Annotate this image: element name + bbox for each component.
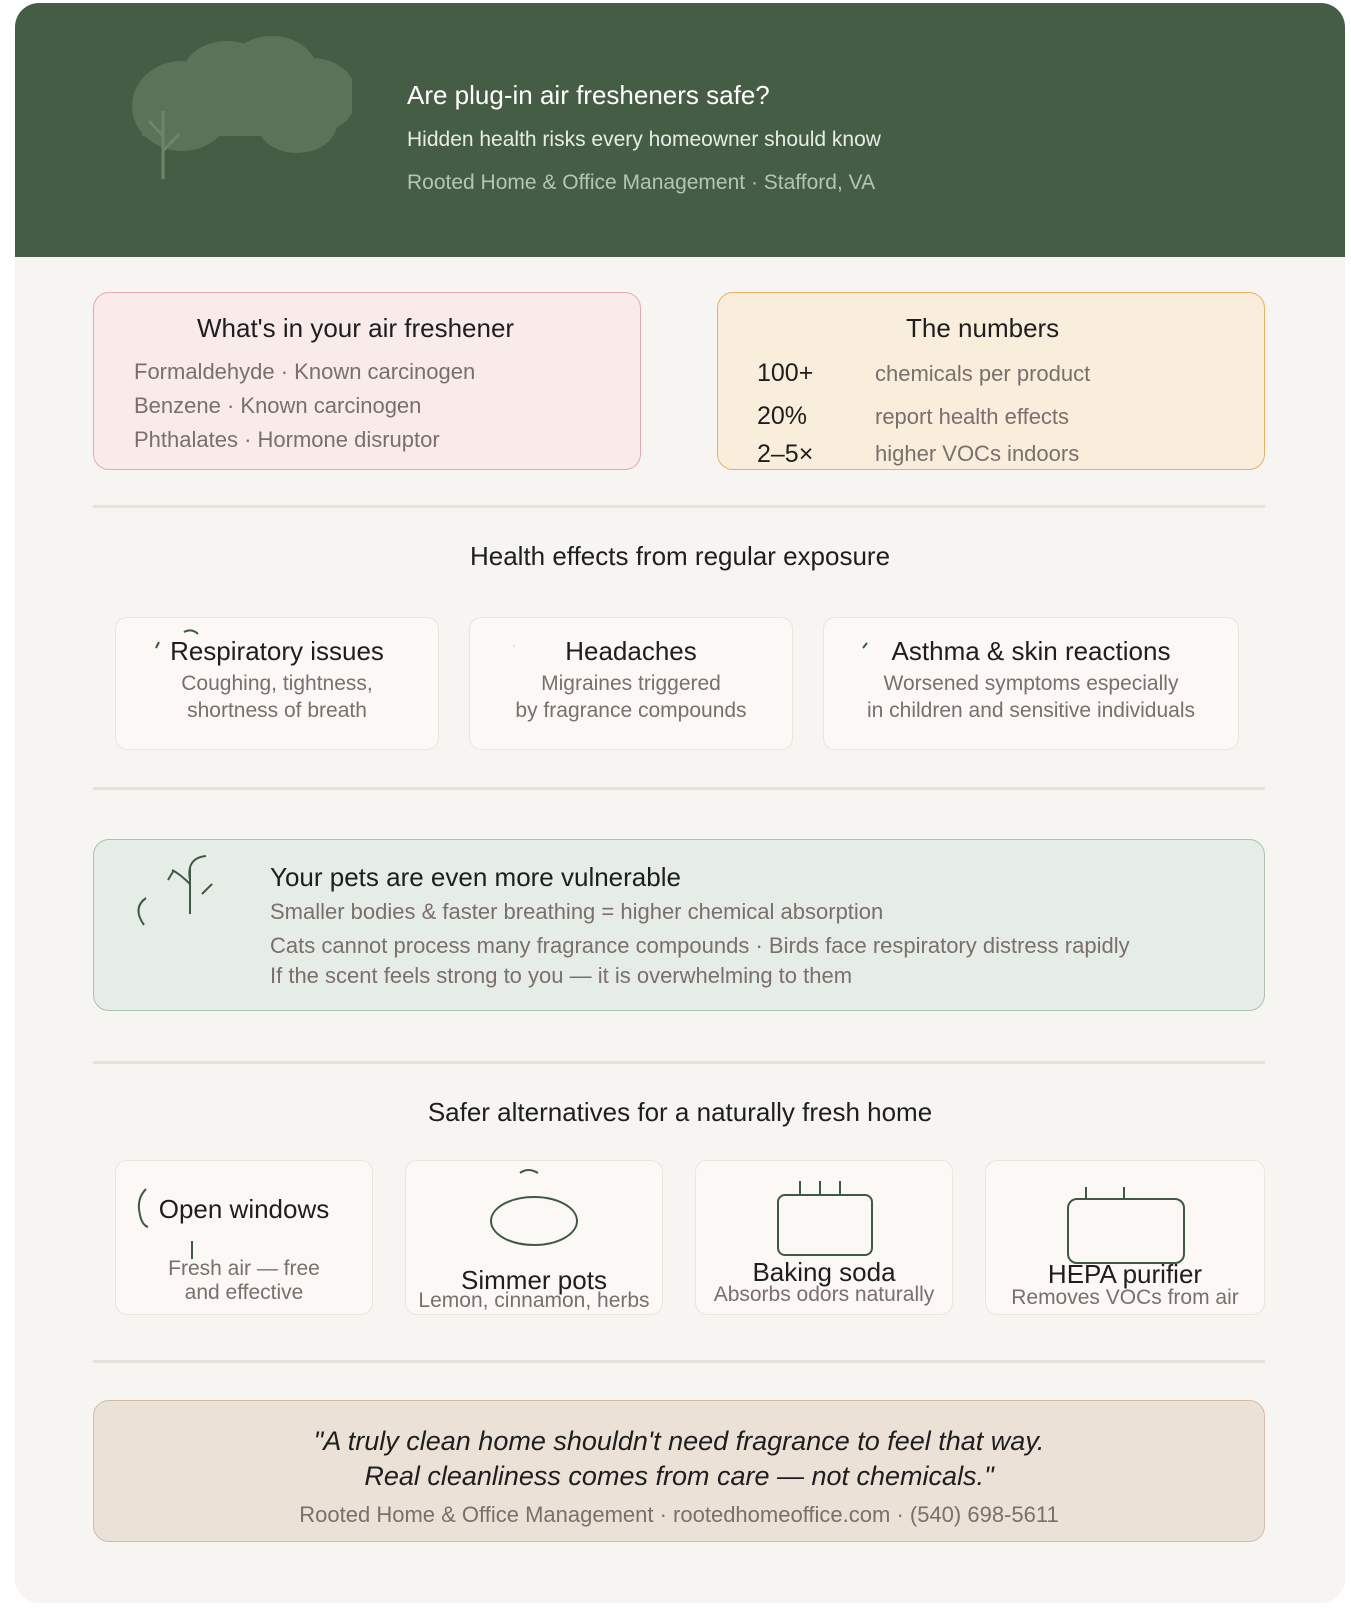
effect-card-asthma: [823, 617, 1239, 750]
alt-card-baking-soda: [695, 1160, 953, 1315]
stat-value: 20%: [757, 402, 808, 430]
divider: [93, 1360, 1265, 1363]
alt-card-hepa-purifier: [985, 1160, 1265, 1315]
stat-label: chemicals per product: [875, 361, 1091, 386]
effect-desc-line: by fragrance compounds: [515, 699, 747, 722]
quote-card: [93, 1400, 1265, 1542]
alt-title: Baking soda: [752, 1257, 896, 1287]
page-subtitle: Hidden health risks every homeowner should know: [407, 128, 881, 151]
effect-desc: [824, 670, 1238, 724]
alt-desc: [116, 1257, 372, 1305]
numbers-card: [717, 292, 1265, 470]
org-location: Rooted Home & Office Management · Stafford, VA: [407, 171, 876, 194]
stat-label: higher VOCs indoors: [875, 441, 1080, 466]
alternatives-heading: Safer alternatives for a naturally fresh home: [427, 1097, 933, 1127]
alt-desc: Removes VOCs from air: [1011, 1286, 1239, 1309]
pets-card: [93, 839, 1265, 1011]
alt-card-open-windows: [115, 1160, 373, 1315]
effect-title: Asthma & skin reactions: [891, 636, 1171, 666]
ingredients-card: [93, 292, 641, 470]
health-effects-heading: Health effects from regular exposure: [469, 541, 891, 571]
ingredient-item: Formaldehyde · Known carcinogen: [134, 359, 476, 384]
effect-desc-line: Migraines triggered: [541, 672, 721, 695]
ingredient-item: Benzene · Known carcinogen: [134, 393, 422, 418]
divider: [93, 505, 1265, 508]
alt-card-simmer-pots: [405, 1160, 663, 1315]
pets-line: If the scent feels strong to you — it is overwhelming to them: [270, 963, 853, 988]
alt-desc: Lemon, cinnamon, herbs: [418, 1289, 650, 1312]
quote-line: Real cleanliness comes from care — not chemicals.": [364, 1461, 994, 1491]
effect-card-respiratory: [115, 617, 439, 750]
divider: [93, 1061, 1265, 1064]
effect-desc-line: Coughing, tightness,: [181, 672, 373, 695]
effect-desc-line: shortness of breath: [187, 699, 367, 722]
header-banner: [15, 3, 1345, 257]
alt-desc-line: and effective: [184, 1281, 304, 1304]
effect-card-headaches: [469, 617, 793, 750]
pet-icon: [128, 850, 228, 930]
effect-desc-line: Worsened symptoms especially: [883, 672, 1179, 695]
infographic-page: [15, 3, 1345, 1603]
quote-line: "A truly clean home shouldn't need fragrance to feel that way.: [313, 1426, 1045, 1456]
stat-value: 100+: [757, 359, 814, 387]
effect-desc: [116, 670, 438, 724]
page-title: Are plug-in air fresheners safe?: [407, 80, 770, 110]
effect-desc: [470, 670, 792, 724]
pets-title: Your pets are even more vulnerable: [270, 862, 681, 892]
effect-title: Headaches: [565, 636, 697, 666]
stat-value: 2–5×: [757, 440, 814, 468]
alt-title: Open windows: [158, 1194, 330, 1224]
tree-icon: [127, 31, 352, 191]
effect-desc-line: in children and sensitive individuals: [866, 699, 1196, 722]
contact-footer: Rooted Home & Office Management · rootedhomeoffice.com · (540) 698-5611: [299, 1502, 1059, 1527]
alt-title: Simmer pots: [461, 1265, 607, 1295]
ingredient-item: Phthalates · Hormone disruptor: [134, 427, 440, 452]
pets-line: Smaller bodies & faster breathing = higher chemical absorption: [270, 899, 884, 924]
divider: [93, 787, 1265, 790]
ingredients-title: What's in your air freshener: [197, 313, 515, 343]
alt-desc: Absorbs odors naturally: [713, 1283, 935, 1306]
alt-desc-line: Fresh air — free: [168, 1257, 320, 1280]
alt-title: HEPA purifier: [1047, 1259, 1203, 1289]
pot-icon: [486, 1167, 586, 1247]
numbers-title: The numbers: [906, 313, 1060, 343]
effect-title: Respiratory issues: [170, 636, 384, 666]
stat-label: report health effects: [875, 404, 1070, 429]
pets-line: Cats cannot process many fragrance compounds · Birds face respiratory distress rapidly: [270, 933, 1130, 958]
